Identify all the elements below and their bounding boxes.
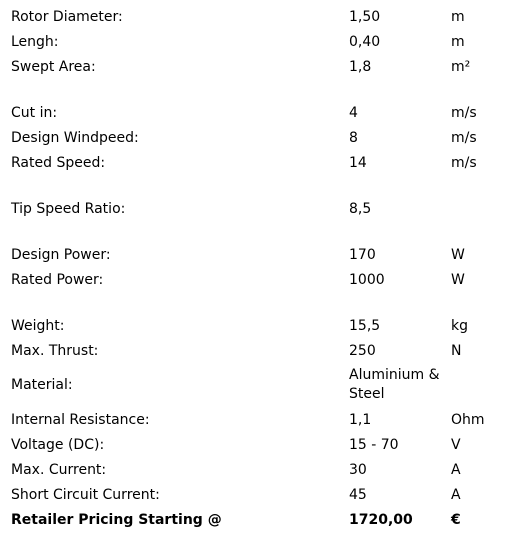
spec-label: Short Circuit Current:: [11, 487, 160, 503]
spec-value: 250: [349, 343, 376, 359]
spec-row-short-circuit-current: [0, 483, 517, 508]
spec-value: 1,50: [349, 9, 381, 25]
spec-label: Internal Resistance:: [11, 412, 150, 428]
spec-row-max-thrust: [0, 339, 517, 364]
spec-row-swept-area: [0, 55, 517, 80]
spec-label: Design Windpeed:: [11, 130, 139, 146]
spec-unit: m/s: [451, 130, 477, 146]
spec-label: Weight:: [11, 318, 65, 334]
spec-label: Design Power:: [11, 247, 111, 263]
spec-label: Voltage (DC):: [11, 437, 105, 453]
spec-value: 1000: [349, 272, 385, 288]
spec-value: 0,40: [349, 34, 381, 50]
spec-row-rated-power: [0, 268, 517, 293]
spec-value: 45: [349, 487, 367, 503]
spec-row-max-current: [0, 458, 517, 483]
spec-label: Tip Speed Ratio:: [11, 201, 126, 217]
spec-unit: m: [451, 9, 465, 25]
spec-unit: m/s: [451, 105, 477, 121]
spec-label: Cut in:: [11, 105, 58, 121]
spec-unit: W: [451, 272, 465, 288]
spec-unit: kg: [451, 318, 468, 334]
spec-value: 170: [349, 247, 376, 263]
spec-value: 15 - 70: [349, 437, 399, 453]
spec-unit: N: [451, 343, 462, 359]
spec-unit: m/s: [451, 155, 477, 171]
spec-value: 15,5: [349, 318, 381, 334]
spec-row-length: [0, 30, 517, 55]
spec-value: Aluminium & Steel: [349, 367, 440, 402]
currency-symbol: €: [451, 512, 461, 528]
spec-value: 1,8: [349, 59, 372, 75]
spec-value: 4: [349, 105, 358, 121]
spec-row-retailer-pricing: [0, 508, 517, 533]
spec-value: 8,5: [349, 201, 372, 217]
spec-label: Rated Speed:: [11, 155, 106, 171]
spec-row-tip-speed-ratio: [0, 197, 517, 222]
spec-unit: W: [451, 247, 465, 263]
price-value: 1720,00: [349, 512, 413, 528]
spec-label: Max. Thrust:: [11, 343, 99, 359]
spec-value: 8: [349, 130, 358, 146]
spec-unit: A: [451, 462, 461, 478]
spec-row-design-windspeed: [0, 126, 517, 151]
spec-unit: Ohm: [451, 412, 485, 428]
spec-row-voltage-dc: [0, 433, 517, 458]
spec-label: Rated Power:: [11, 272, 104, 288]
spec-row-weight: [0, 314, 517, 339]
spec-value: 1,1: [349, 412, 372, 428]
spec-row-material: [0, 365, 517, 405]
spec-row-cut-in: [0, 101, 517, 126]
spec-row-internal-resistance: [0, 408, 517, 433]
spec-label: Rotor Diameter:: [11, 9, 123, 25]
spec-value: 30: [349, 462, 367, 478]
spec-label: Lengh:: [11, 34, 59, 50]
spec-row-design-power: [0, 243, 517, 268]
spec-row-rotor-diameter: [0, 5, 517, 30]
spec-unit: m²: [451, 59, 471, 75]
spec-row-rated-speed: [0, 151, 517, 176]
spec-label: Max. Current:: [11, 462, 107, 478]
spec-unit: V: [451, 437, 461, 453]
spec-label: Swept Area:: [11, 59, 96, 75]
spec-unit: m: [451, 34, 465, 50]
spec-value: 14: [349, 155, 367, 171]
spec-label: Material:: [11, 377, 73, 393]
pricing-label: Retailer Pricing Starting @: [11, 512, 222, 528]
spec-unit: A: [451, 487, 461, 503]
